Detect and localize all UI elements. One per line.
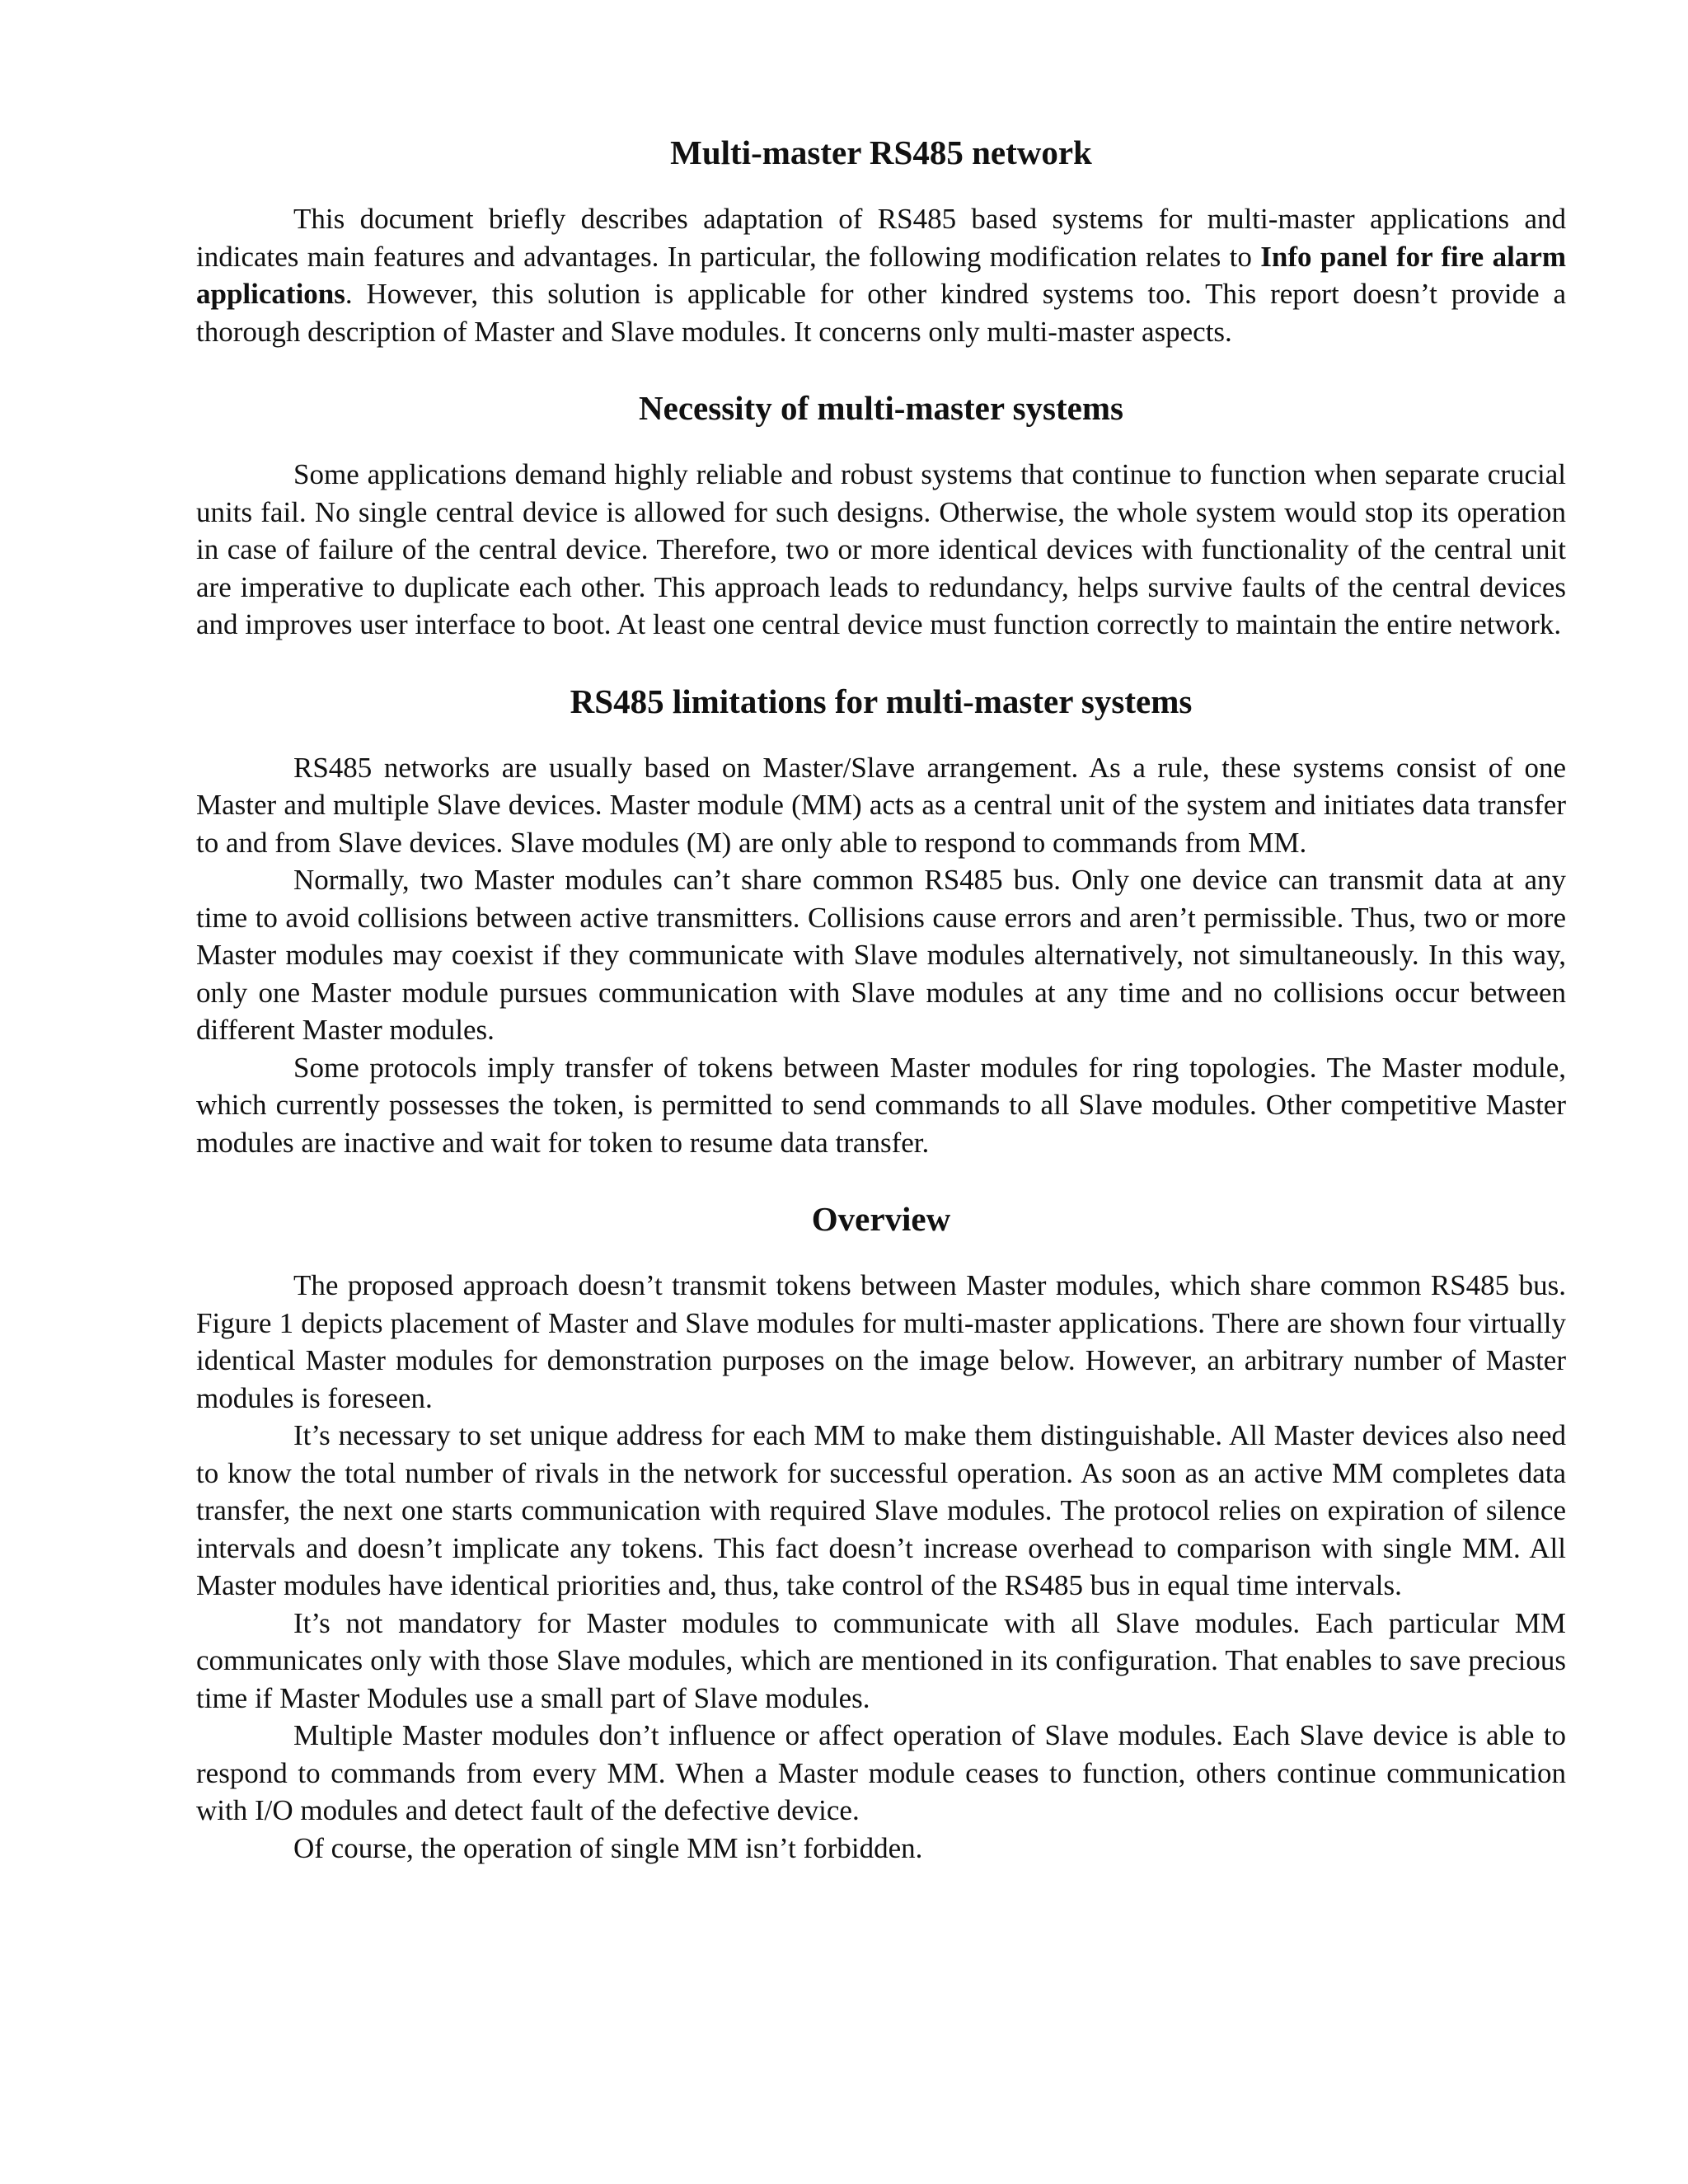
paragraph: Some applications demand highly reliable and robust systems that continue to function when separate crucial units fail. No single central device is allowed for such designs. Otherwise, the whole system would stop its operation in case of failure of the central device. Therefore, two or more identical devices with functionality of the central unit are imperative to duplicate each other. This approach leads to redundancy, helps survive faults of the central devices and improves user interface to boot. At least one central device must function correctly to maintain the entire network. [196, 458, 1566, 640]
section-heading-necessity: Necessity of multi-master systems [639, 389, 1123, 427]
intro-bold-text: Info panel for fire alarm applications [196, 240, 1567, 310]
intro-paragraph [196, 200, 1566, 350]
paragraph: It’s necessary to set unique address for each MM to make them distinguishable. All Master devices also need to know the total number of rivals in the network for successful operation. As soon as an active MM completes data transfer, the next one starts communication with required Slave modules. The protocol relies on expiration of silence intervals and doesn’t implicate any tokens. This fact doesn’t increase overhead to comparison with single MM. All Master modules have identical priorities and, thus, take control of the RS485 bus in equal time intervals. [196, 1419, 1566, 1601]
paragraph: It’s not mandatory for Master modules to communicate with all Slave modules. Each particular MM communicates only with those Slave modules, which are mentioned in its configuration. That enables to save precious time if Master Modules use a small part of Slave modules. [196, 1606, 1566, 1714]
paragraph: Of course, the operation of single MM isn’t forbidden. [293, 1831, 923, 1864]
section-heading-limitations: RS485 limitations for multi-master systems [570, 682, 1193, 720]
document-page [196, 128, 1566, 1867]
paragraph: Normally, two Master modules can’t share common RS485 bus. Only one device can transmit data at any time to avoid collisions between active transmitters. Collisions cause errors and aren’t permissible. Thus, two or more Master modules may coexist if they communicate with Slave modules alternatively, not simultaneously. In this way, only one Master module pursues communication with Slave modules at any time and no collisions occur between different Master modules. [196, 864, 1566, 1046]
document-title: Multi-master RS485 network [670, 134, 1092, 171]
intro-text-after-bold: . However, this solution is applicable for other kindred systems too. This report doesn’t provide a thorough description of Master and Slave modules. It concerns only multi-master aspects. [196, 278, 1566, 348]
paragraph: Multiple Master modules don’t influence or affect operation of Slave modules. Each Slave device is able to respond to commands from every MM. When a Master module ceases to function, others continue communication with I/O modules and detect fault of the defective device. [196, 1719, 1566, 1826]
paragraph: Some protocols imply transfer of tokens between Master modules for ring topologies. The Master module, which currently possesses the token, is permitted to send commands to all Slave modules. Other competitive Master modules are inactive and wait for token to resume data transfer. [196, 1051, 1566, 1159]
intro-text-before-bold: This document briefly describes adaptation of RS485 based systems for multi-master applications and indicates main features and advantages. In particular, the following modification relates to [196, 203, 1566, 273]
paragraph: RS485 networks are usually based on Master/Slave arrangement. As a rule, these systems consist of one Master and multiple Slave devices. Master module (MM) acts as a central unit of the system and initiates data transfer to and from Slave devices. Slave modules (M) are only able to respond to commands from MM. [196, 751, 1566, 859]
section-heading-overview: Overview [811, 1200, 951, 1238]
paragraph: The proposed approach doesn’t transmit tokens between Master modules, which share common RS485 bus. Figure 1 depicts placement of Master and Slave modules for multi-master applications. There are shown four virtually identical Master modules for demonstration purposes on the image below. However, an arbitrary number of Master modules is foreseen. [196, 1269, 1566, 1414]
